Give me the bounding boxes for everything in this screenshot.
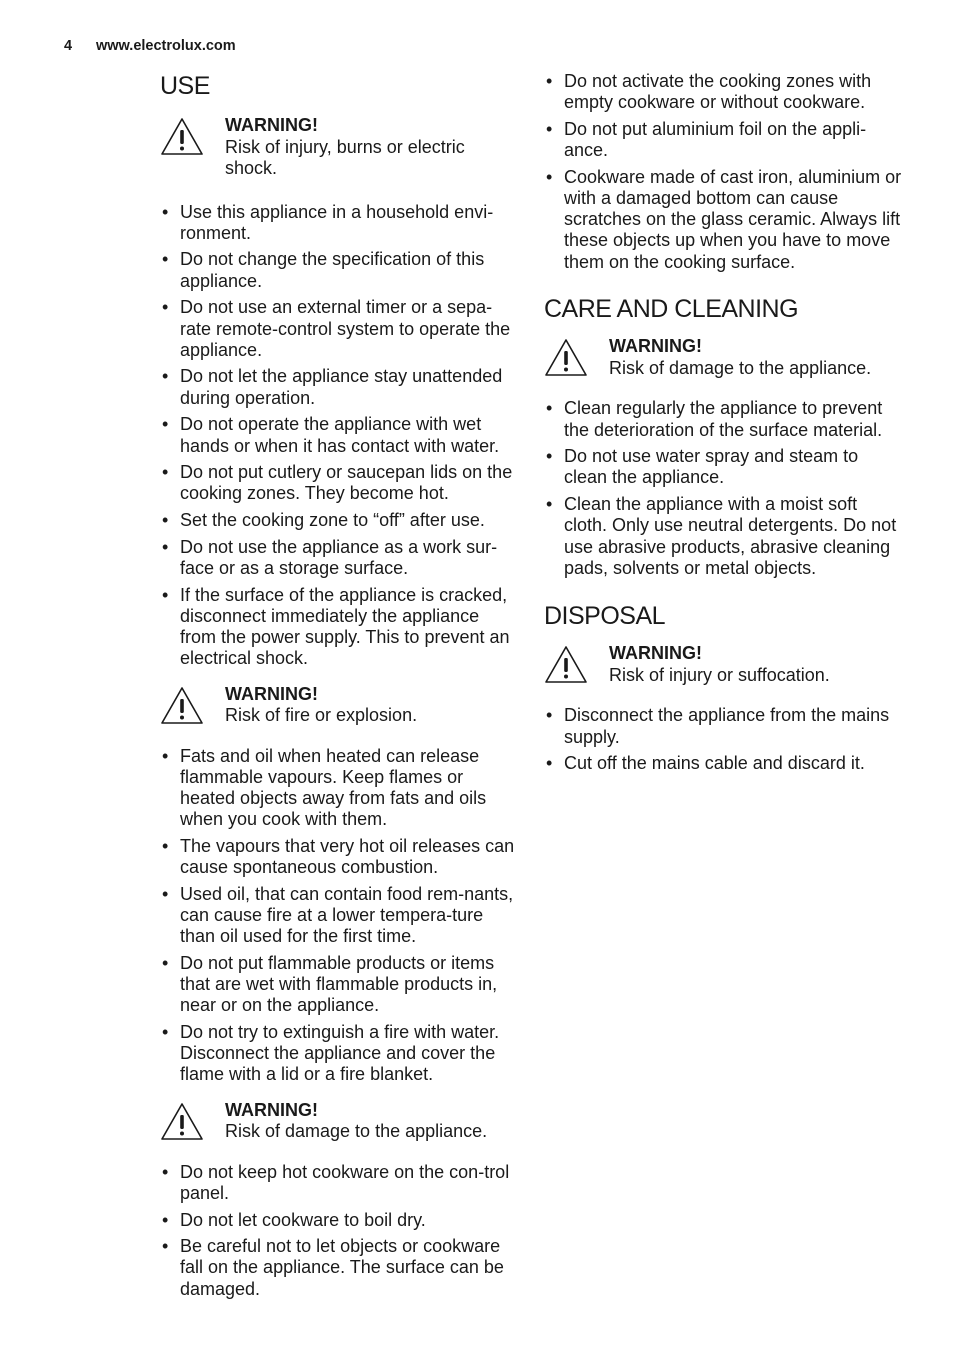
list-item: • Be careful not to let objects or cookware fall on the appliance. The surface can be damaged. <box>160 1236 515 1300</box>
list-item: • Clean the appliance with a moist soft cloth. Only use neutral detergents. Do not use abrasive products, abrasive cleaning pads, solvents or metal objects. <box>544 494 904 579</box>
warning-text: Risk of fire or explosion. <box>225 705 418 726</box>
warning-text: Risk of injury, burns or electric shock. <box>225 136 465 178</box>
warning-block <box>160 1100 515 1143</box>
list-item: • Set the cooking zone to “off” after use. <box>160 510 515 531</box>
warning-title: WARNING! <box>225 115 318 135</box>
bullet-list <box>160 1162 515 1300</box>
right-column <box>544 71 904 780</box>
bullet-list <box>160 202 515 670</box>
list-item: • Cookware made of cast iron, aluminium or with a damaged bottom can cause scratches on the glass ceramic. Always lift these objects up when you have to move them on the cooking surface. <box>544 167 904 273</box>
warning-block <box>160 115 515 180</box>
list-item: • Disconnect the appliance from the mains supply. <box>544 705 904 747</box>
section-title-disposal: DISPOSAL <box>544 602 666 631</box>
list-item: • Do not use water spray and steam to clean the appliance. <box>544 446 904 488</box>
page-header <box>64 38 236 54</box>
list-item: • Do not operate the appliance with wet hands or when it has contact with water. <box>160 414 515 456</box>
site-url: www.electrolux.com <box>96 38 236 54</box>
list-item: • Do not try to extinguish a fire with water. Disconnect the appliance and cover the flame with a lid or a fire blanket. <box>160 1022 515 1086</box>
warning-title: WARNING! <box>225 1099 318 1120</box>
section-title-use: USE <box>160 72 210 100</box>
warning-block <box>544 336 904 379</box>
bullet-list <box>544 398 904 579</box>
warning-triangle-icon <box>160 1102 204 1142</box>
warning-triangle-icon <box>160 117 204 157</box>
warning-title: WARNING! <box>609 336 702 357</box>
list-item: • Do not use an external timer or a sepa-rate remote-control system to operate the appliance. <box>160 297 515 361</box>
bullet-list <box>544 71 904 273</box>
list-item: • Fats and oil when heated can release flammable vapours. Keep flames or heated objects away from fats and oils when you cook with them. <box>160 746 515 831</box>
section-title-care: CARE AND CLEANING <box>544 295 799 324</box>
list-item: • Used oil, that can contain food rem-nants, can cause fire at a lower tempera-ture than oil used for the first time. <box>160 884 515 948</box>
list-item: • If the surface of the appliance is cracked, disconnect immediately the appliance from the power supply. This to prevent an electrical shock. <box>160 585 515 670</box>
warning-title: WARNING! <box>225 683 318 704</box>
list-item: • Do not let cookware to boil dry. <box>160 1210 515 1231</box>
warning-block <box>160 684 515 727</box>
warning-title: WARNING! <box>609 643 702 664</box>
list-item: • Do not activate the cooking zones with empty cookware or without cookware. <box>544 71 904 113</box>
list-item: • Do not let the appliance stay unattended during operation. <box>160 366 515 408</box>
list-item: • Do not put aluminium foil on the appli-ance. <box>544 119 904 161</box>
left-column <box>160 71 515 1305</box>
warning-triangle-icon <box>544 645 588 685</box>
warning-text: Risk of damage to the appliance. <box>225 1121 488 1142</box>
bullet-list <box>544 705 904 774</box>
list-item: • Use this appliance in a household envi-ronment. <box>160 202 515 244</box>
list-item: • Cut off the mains cable and discard it. <box>544 753 904 774</box>
list-item: • Do not use the appliance as a work sur-face or as a storage surface. <box>160 537 515 579</box>
warning-triangle-icon <box>160 686 204 726</box>
warning-text: Risk of injury or suffocation. <box>609 664 830 685</box>
list-item: • Do not change the specification of this appliance. <box>160 249 515 291</box>
warning-block <box>544 643 904 686</box>
warning-text: Risk of damage to the appliance. <box>609 357 872 378</box>
page-number: 4 <box>64 38 73 54</box>
list-item: • Do not put cutlery or saucepan lids on the cooking zones. They become hot. <box>160 462 515 504</box>
list-item: • The vapours that very hot oil releases can cause spontaneous combustion. <box>160 836 515 878</box>
warning-triangle-icon <box>544 338 588 378</box>
list-item: • Clean regularly the appliance to prevent the deterioration of the surface material. <box>544 398 904 440</box>
bullet-list <box>160 746 515 1086</box>
list-item: • Do not put flammable products or items that are wet with flammable products in, near or on the appliance. <box>160 953 515 1017</box>
list-item: • Do not keep hot cookware on the con-trol panel. <box>160 1162 515 1204</box>
